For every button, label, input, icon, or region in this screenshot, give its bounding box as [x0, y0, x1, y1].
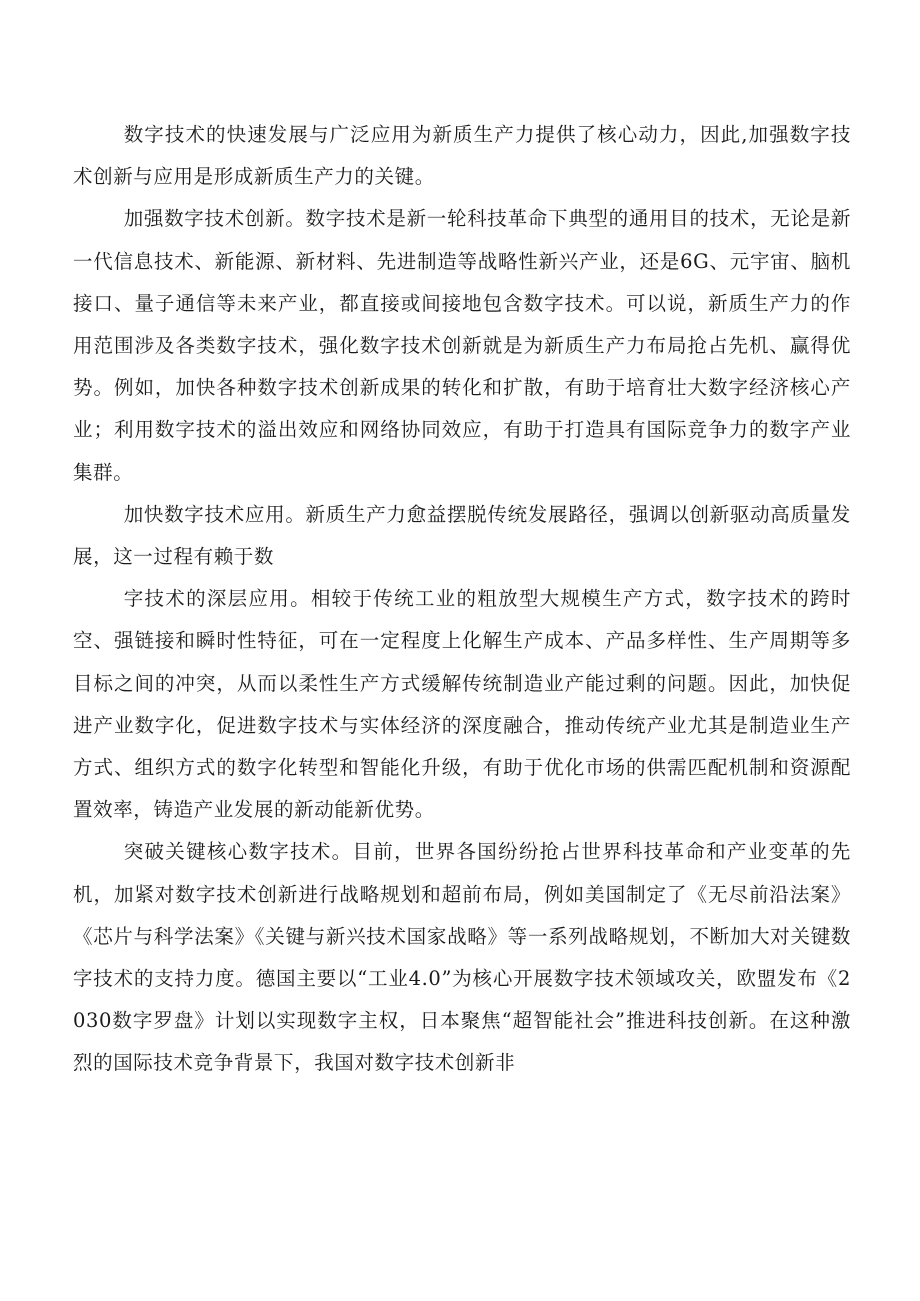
document-body	[73, 114, 851, 1085]
paragraph-core-tech: 突破关键核心数字技术。目前，世界各国纷纷抢占世界科技革命和产业变革的先机，加紧对数字技术创新进行战略规划和超前布局，例如美国制定了《无尽前沿法案》《芯片与科学法案》《关键与新兴技术国家战略》等一系列战略规划，不断加大对关键数字技术的支持力度。德国主要以“工业4.0”为核心开展数字技术领域攻关，欧盟发布《2030数字罗盘》计划以实现数字主权，日本聚焦“超智能社会”推进科技创新。在这种激烈的国际技术竞争背景下，我国对数字技术创新非	[73, 840, 851, 1075]
paragraph-application: 加快数字技术应用。新质生产力愈益摆脱传统发展路径，强调以创新驱动高质量发展，这一过程有赖于数	[73, 502, 851, 569]
paragraph-innovation: 加强数字技术创新。数字技术是新一轮科技革命下典型的通用目的技术，无论是新一代信息技术、新能源、新材料、先进制造等战略性新兴产业，还是6G、元宇宙、脑机接口、量子通信等未来产业，都直接或间接地包含数字技术。可以说，新质生产力的作用范围涉及各类数字技术，强化数字技术创新就是为新质生产力布局抢占先机、赢得优势。例如，加快各种数字技术创新成果的转化和扩散，有助于培育壮大数字经济核心产业；利用数字技术的溢出效应和网络协同效应，有助于打造具有国际竞争力的数字产业集群。	[73, 207, 851, 484]
paragraph-intro: 数字技术的快速发展与广泛应用为新质生产力提供了核心动力，因此,加强数字技术创新与应用是形成新质生产力的关键。	[73, 123, 851, 189]
paragraph-deep-application: 字技术的深层应用。相较于传统工业的粗放型大规模生产方式，数字技术的跨时空、强链接和瞬时性特征，可在一定程度上化解生产成本、产品多样性、生产周期等多目标之间的冲突，从而以柔性生产方式缓解传统制造业产能过剩的问题。因此，加快促进产业数字化，促进数字技术与实体经济的深度融合，推动传统产业尤其是制造业生产方式、组织方式的数字化转型和智能化升级，有助于优化市场的供需匹配机制和资源配置效率，铸造产业发展的新动能新优势。	[73, 587, 851, 822]
